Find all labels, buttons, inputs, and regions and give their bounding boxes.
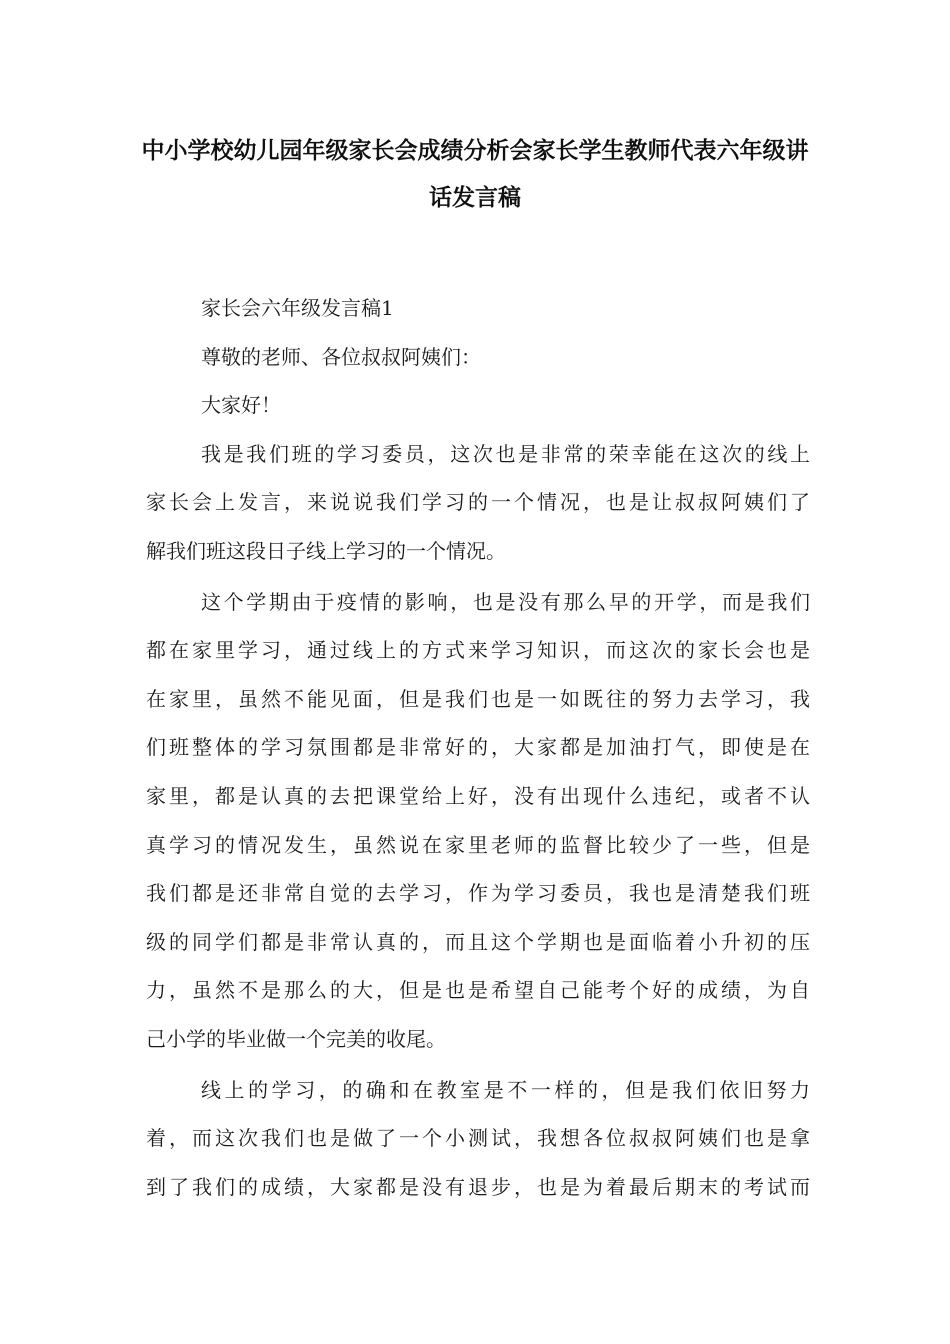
paragraph-line: 级的同学们都是非常认真的，而且这个学期也是面临着小升初的压 [146,929,810,954]
paragraph-line: 我们都是还非常自觉的去学习，作为学习委员，我也是清楚我们班 [146,881,810,906]
paragraph-line: 这个学期由于疫情的影响，也是没有那么早的开学，而是我们 [201,589,810,614]
salutation: 尊敬的老师、各位叔叔阿姨们： [201,344,481,369]
paragraph-line: 解我们班这段日子线上学习的一个情况。 [146,538,506,563]
paragraph-line: 到了我们的成绩，大家都是没有退步，也是为着最后期末的考试而 [146,1174,810,1199]
greeting: 大家好！ [201,393,281,418]
paragraph-line: 真学习的情况发生，虽然说在家里老师的监督比较少了一些，但是 [146,832,810,857]
paragraph [146,430,810,576]
paragraph-line: 我是我们班的学习委员，这次也是非常的荣幸能在这次的线上 [201,441,810,466]
paragraph-line: 家里，都是认真的去把课堂给上好，没有出现什么违纪，或者不认 [146,783,810,808]
paragraph-line: 线上的学习，的确和在教室是不一样的，但是我们依旧努力 [201,1077,810,1102]
paragraph-line: 力，虽然不是那么的大，但是也是希望自己能考个好的成绩，为自 [146,978,810,1003]
document-title: 中小学校幼儿园年级家长会成绩分析会家长学生教师代表六年级讲话发言稿 [141,138,809,211]
paragraph-line: 着，而这次我们也是做了一个小测试，我想各位叔叔阿姨们也是拿 [146,1126,810,1151]
paragraph-line: 在家里，虽然不能见面，但是我们也是一如既往的努力去学习，我 [146,686,810,711]
paragraph [146,578,810,1064]
paragraph-line: 家长会上发言，来说说我们学习的一个情况，也是让叔叔阿姨们了 [146,490,810,515]
paragraph-line: 己小学的毕业做一个完美的收尾。 [146,1026,446,1051]
section-heading: 家长会六年级发言稿1 [201,296,394,320]
document-body [146,284,810,1211]
paragraph-line: 都在家里学习，通过线上的方式来学习知识，而这次的家长会也是 [146,638,810,663]
paragraph [146,1066,810,1212]
paragraph-line: 们班整体的学习氛围都是非常好的，大家都是加油打气，即使是在 [146,735,810,760]
